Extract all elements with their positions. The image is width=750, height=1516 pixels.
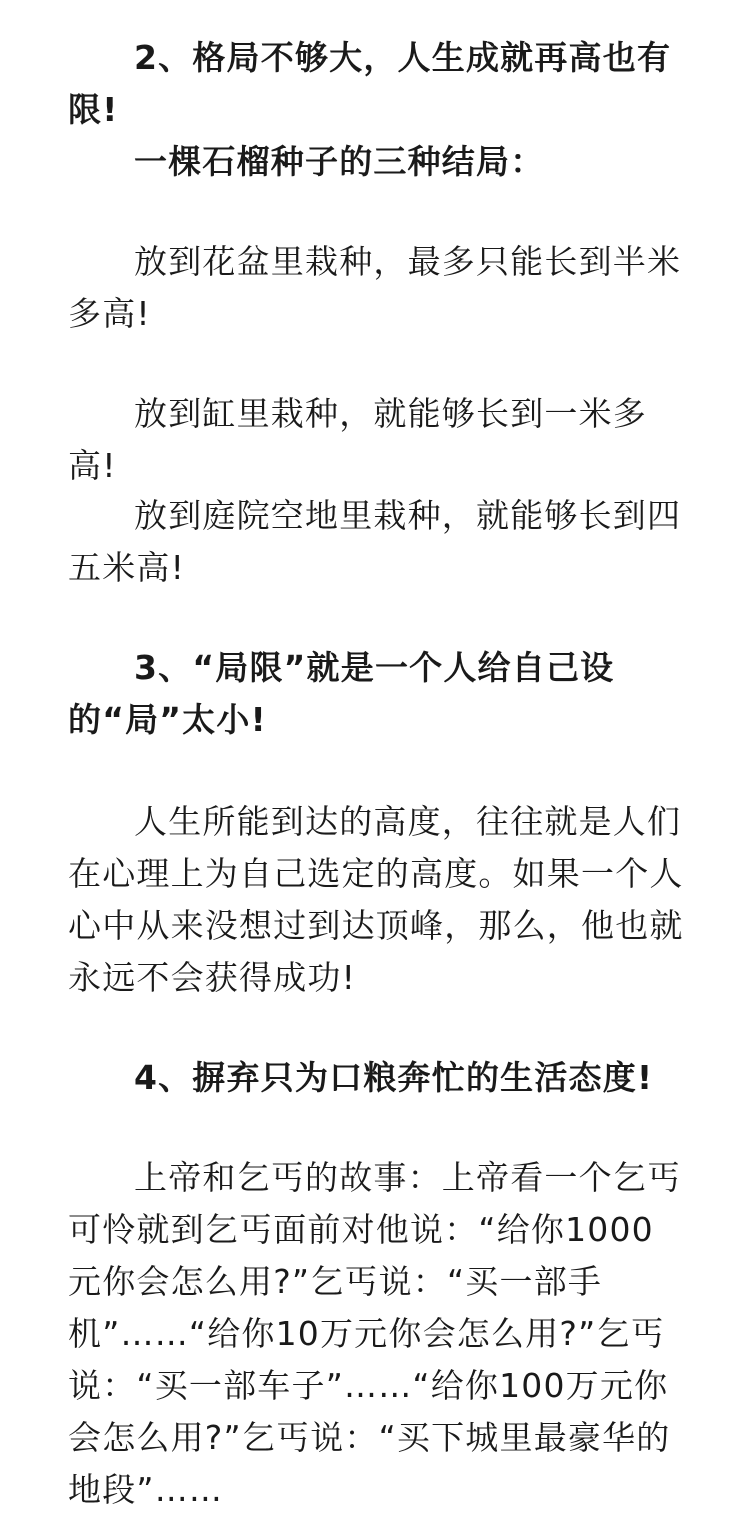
heading-2: 2、格局不够大，人生成就再高也有限! — [68, 38, 672, 129]
paragraph-beggar-story: 上帝和乞丐的故事：上帝看一个乞丐可怜就到乞丐面前对他说：“给你1000元你会怎么用?”乞丐说：“买一部手机”……“给你10万元你会怎么用?”乞丐说：“买一部车子”……“给你100万元你会怎么用?”乞丐说：“买下城里最豪华的地段”…… — [68, 1158, 682, 1509]
paragraph-height: 人生所能到达的高度，往往就是人们在心理上为自己选定的高度。如果一个人心中从来没想过到达顶峰，那么，他也就永远不会获得成功! — [68, 802, 684, 997]
subheading-pomegranate: 一棵石榴种子的三种结局： — [134, 142, 545, 181]
paragraph-courtyard: 放到庭院空地里栽种，就能够长到四五米高! — [68, 496, 682, 587]
paragraph-flowerpot: 放到花盆里栽种，最多只能长到半米多高! — [68, 242, 682, 333]
heading-4: 4、摒弃只为口粮奔忙的生活态度! — [134, 1058, 654, 1097]
paragraph-vat: 放到缸里栽种，就能够长到一米多高! — [68, 394, 647, 485]
heading-3: 3、“局限”就是一个人给自己设的“局”太小! — [68, 648, 615, 739]
